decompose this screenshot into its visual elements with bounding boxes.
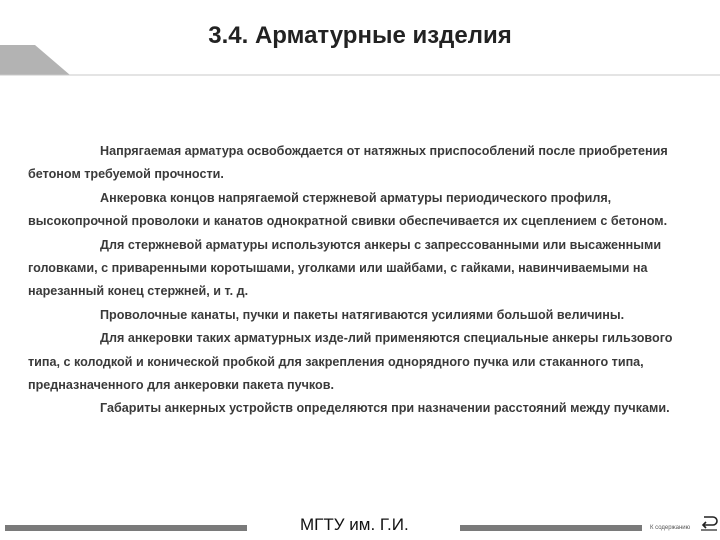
paragraph: Для стержневой арматуры используются анкеры с запрессованными или высаженными головками, с приваренными коротышами, уголками или шайбами, с гайками, навинчиваемыми на нарезанный конец стержней, и т. д. [28, 237, 662, 299]
contents-link[interactable]: К содержанию [650, 525, 691, 531]
paragraph: Проволочные канаты, пучки и пакеты натягиваются усилиями большой величины. [100, 307, 625, 322]
paragraph: Габариты анкерных устройств определяются при назначении расстояний между пучками. [100, 401, 670, 416]
footer-bar-right [460, 525, 642, 531]
slide-content [28, 140, 704, 421]
paragraph: Напрягаемая арматура освобождается от натяжных приспособлений после приобретения бетоном требуемой прочности. [28, 144, 668, 182]
footer-organization: МГТУ им. Г.И. [300, 515, 409, 534]
paragraph: Анкеровка концов напрягаемой стержневой арматуры периодического профиля, высокопрочной проволоки и канатов однократной свивки обеспечивается их сцеплением с бетоном. [28, 190, 668, 229]
slide-title [0, 22, 720, 50]
slide-title-text: 3.4. Арматурные изделия [208, 22, 512, 49]
footer-bar-left [5, 525, 247, 531]
return-arrow-icon[interactable] [700, 512, 718, 532]
paragraph: Для анкеровки таких арматурных изде-лий применяются специальные анкеры гильзового типа, с колодкой и конической пробкой для закрепления однорядного пучка или стаканного типа, предназначенного для анкеровки пакета пучков. [28, 331, 673, 393]
